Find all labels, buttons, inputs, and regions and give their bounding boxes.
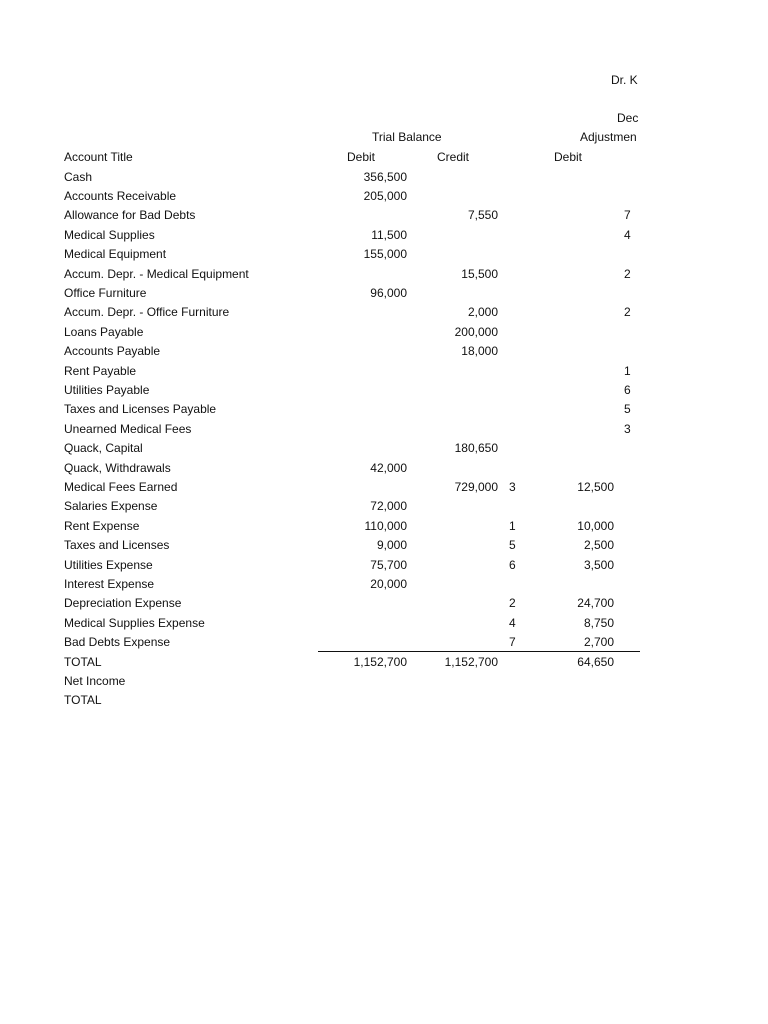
table-row	[0, 690, 768, 709]
adjustments-truncated-cell: 1	[624, 363, 631, 378]
account-title-cell: Bad Debts Expense	[64, 635, 171, 650]
table-row	[0, 652, 768, 671]
adjustments-truncated-cell: 6	[624, 382, 631, 397]
adjustments-debit-cell: 12,500	[577, 479, 614, 494]
adjustments-header: Adjustmen	[580, 130, 637, 144]
table-row	[0, 516, 768, 535]
table-row	[0, 458, 768, 477]
table-row	[0, 380, 768, 399]
account-title-cell: Medical Supplies	[64, 227, 155, 242]
account-title-cell: Medical Fees Earned	[64, 479, 178, 494]
account-title-cell: Accounts Receivable	[64, 188, 177, 203]
account-title-cell: Quack, Capital	[64, 441, 143, 456]
adjustments-debit-cell: 2,700	[583, 635, 614, 650]
account-title-cell: Depreciation Expense	[64, 596, 182, 611]
trial-balance-credit-cell: 18,000	[461, 344, 498, 359]
table-row	[0, 613, 768, 632]
account-title-cell: Rent Expense	[64, 518, 140, 533]
table-row	[0, 632, 768, 651]
trial-balance-credit-cell: 15,500	[461, 266, 498, 281]
account-title-cell: Allowance for Bad Debts	[64, 208, 196, 223]
adjustments-debit-cell: 2,500	[583, 538, 614, 553]
account-title-cell: Accum. Depr. - Medical Equipment	[64, 266, 249, 281]
trial-balance-debit-cell: 205,000	[363, 188, 407, 203]
account-title-cell: Accounts Payable	[64, 344, 161, 359]
table-row	[0, 205, 768, 224]
trial-balance-credit-cell: 180,650	[454, 441, 498, 456]
account-title-cell: Salaries Expense	[64, 499, 158, 514]
table-row	[0, 283, 768, 302]
account-title-cell: Taxes and Licenses Payable	[64, 402, 217, 417]
account-title-cell: Medical Supplies Expense	[64, 615, 205, 630]
trial-balance-debit-cell: 72,000	[370, 499, 407, 514]
account-title-cell: Rent Payable	[64, 363, 137, 378]
adjustment-ref-cell: 7	[509, 635, 516, 650]
trial-balance-debit-cell: 155,000	[363, 247, 407, 262]
account-title-cell: Loans Payable	[64, 324, 144, 339]
table-row	[0, 264, 768, 283]
trial-balance-debit-column-header: Debit	[347, 150, 376, 164]
trial-balance-debit-cell: 42,000	[370, 460, 407, 475]
adjustment-ref-cell: 3	[509, 479, 516, 494]
account-title-cell: TOTAL	[64, 693, 102, 708]
adjustments-debit-cell: 64,650	[577, 654, 614, 669]
total-rule-line	[318, 651, 640, 652]
account-title-cell: Cash	[64, 169, 93, 184]
account-title-cell: Quack, Withdrawals	[64, 460, 171, 475]
account-title-cell: Utilities Payable	[64, 382, 150, 397]
trial-balance-debit-cell: 1,152,700	[353, 654, 407, 669]
trial-balance-debit-cell: 110,000	[364, 518, 407, 533]
adjustments-truncated-cell: 4	[624, 227, 631, 242]
trial-balance-debit-cell: 356,500	[363, 169, 407, 184]
account-title-cell: Taxes and Licenses	[64, 538, 170, 553]
account-title-cell: Accum. Depr. - Office Furniture	[64, 305, 230, 320]
trial-balance-credit-cell: 2,000	[467, 305, 498, 320]
adjustments-truncated-cell: 5	[624, 402, 631, 417]
table-row	[0, 438, 768, 457]
table-row	[0, 535, 768, 554]
account-title-column-header: Account Title	[64, 150, 133, 164]
table-row	[0, 361, 768, 380]
trial-balance-header: Trial Balance	[372, 130, 442, 144]
account-title-cell: TOTAL	[64, 654, 102, 669]
trial-balance-debit-cell: 9,000	[376, 538, 407, 553]
table-row	[0, 496, 768, 515]
trial-balance-debit-cell: 20,000	[370, 576, 407, 591]
table-row	[0, 322, 768, 341]
table-row	[0, 186, 768, 205]
adjustment-ref-cell: 4	[509, 615, 516, 630]
table-row	[0, 244, 768, 263]
trial-balance-debit-cell: 96,000	[370, 285, 407, 300]
adjustments-debit-cell: 24,700	[577, 596, 614, 611]
adjustments-truncated-cell: 7	[624, 208, 631, 223]
table-row	[0, 341, 768, 360]
adjustments-debit-column-header: Debit	[554, 150, 583, 164]
table-row	[0, 167, 768, 186]
table-row	[0, 671, 768, 690]
adjustments-truncated-cell: 3	[624, 421, 631, 436]
trial-balance-debit-cell: 75,700	[370, 557, 407, 572]
account-title-cell: Medical Equipment	[64, 247, 167, 262]
trial-balance-credit-cell: 7,550	[467, 208, 498, 223]
account-title-cell: Interest Expense	[64, 576, 155, 591]
table-row	[0, 477, 768, 496]
adjustments-debit-cell: 3,500	[583, 557, 614, 572]
adjustments-debit-cell: 10,000	[577, 518, 614, 533]
trial-balance-credit-cell: 200,000	[454, 324, 498, 339]
trial-balance-debit-cell: 11,500	[371, 227, 407, 242]
adjustments-debit-cell: 8,750	[583, 615, 614, 630]
table-row	[0, 555, 768, 574]
account-title-cell: Office Furniture	[64, 285, 147, 300]
company-name-header: Dr. K	[611, 73, 638, 87]
adjustments-truncated-cell: 2	[624, 305, 631, 320]
trial-balance-credit-cell: 1,152,700	[444, 654, 498, 669]
table-row	[0, 225, 768, 244]
trial-balance-credit-cell: 729,000	[454, 479, 498, 494]
adjustment-ref-cell: 1	[509, 518, 516, 533]
account-title-cell: Utilities Expense	[64, 557, 153, 572]
trial-balance-credit-column-header: Credit	[437, 150, 470, 164]
table-row	[0, 419, 768, 438]
table-row	[0, 593, 768, 612]
table-row	[0, 399, 768, 418]
adjustment-ref-cell: 5	[509, 538, 516, 553]
adjustment-ref-cell: 6	[509, 557, 516, 572]
account-title-cell: Net Income	[64, 673, 126, 688]
adjustment-ref-cell: 2	[509, 596, 516, 611]
date-header: Dec	[617, 111, 639, 125]
table-row	[0, 574, 768, 593]
account-title-cell: Unearned Medical Fees	[64, 421, 192, 436]
table-row	[0, 302, 768, 321]
adjustments-truncated-cell: 2	[624, 266, 631, 281]
